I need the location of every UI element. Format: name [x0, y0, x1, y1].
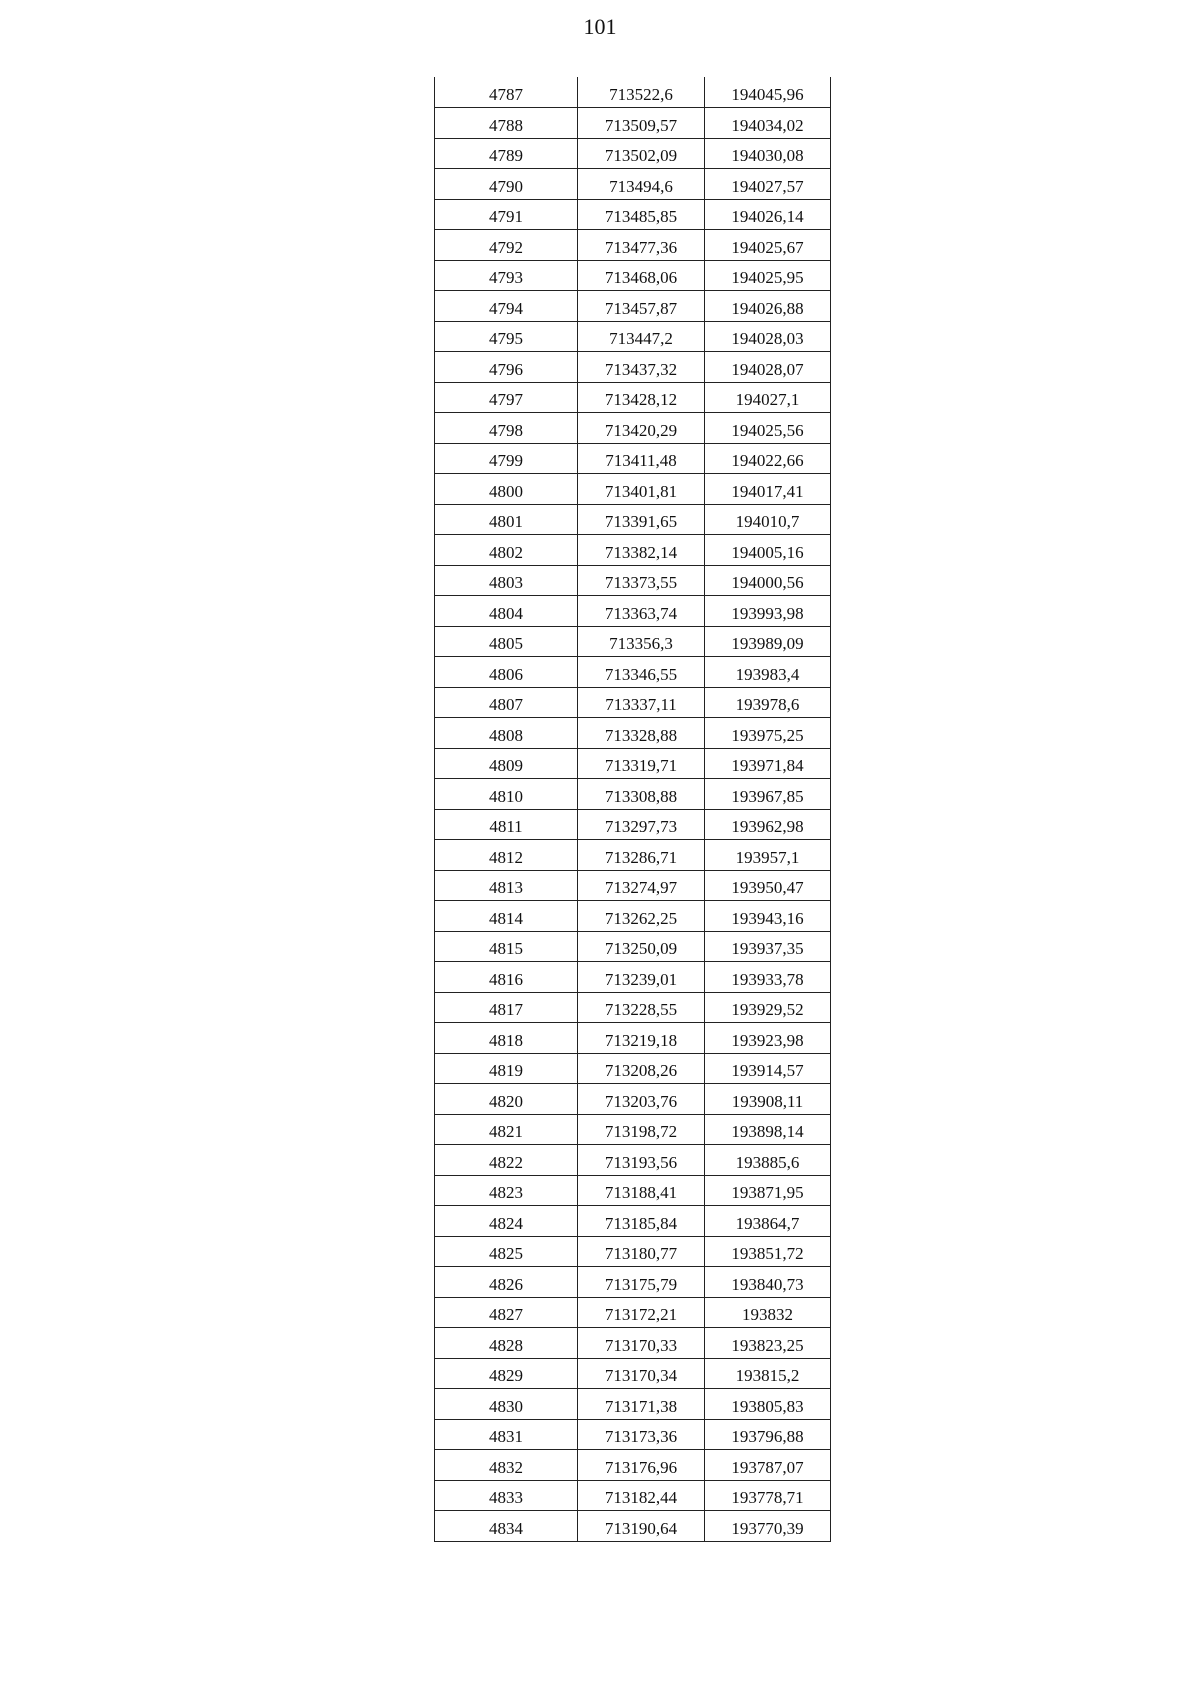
x-coordinate-cell: 713494,6 [578, 169, 705, 200]
y-coordinate-cell: 193967,85 [705, 779, 831, 810]
table-row [435, 931, 831, 962]
x-coordinate-cell: 713502,09 [578, 138, 705, 169]
x-coordinate-cell: 713319,71 [578, 748, 705, 779]
x-coordinate-cell: 713239,01 [578, 962, 705, 993]
y-coordinate-cell: 194034,02 [705, 108, 831, 139]
point-number-cell: 4816 [435, 962, 578, 993]
table-row [435, 657, 831, 688]
y-coordinate-cell: 193885,6 [705, 1145, 831, 1176]
table-row [435, 1419, 831, 1450]
x-coordinate-cell: 713228,55 [578, 992, 705, 1023]
table-row [435, 1145, 831, 1176]
table-row [435, 992, 831, 1023]
point-number-cell: 4811 [435, 809, 578, 840]
x-coordinate-cell: 713175,79 [578, 1267, 705, 1298]
table-row [435, 352, 831, 383]
x-coordinate-cell: 713420,29 [578, 413, 705, 444]
table-row [435, 1084, 831, 1115]
x-coordinate-cell: 713274,97 [578, 870, 705, 901]
table-row [435, 230, 831, 261]
y-coordinate-cell: 193832 [705, 1297, 831, 1328]
table-row [435, 291, 831, 322]
table-row [435, 77, 831, 108]
point-number-cell: 4817 [435, 992, 578, 1023]
x-coordinate-cell: 713337,11 [578, 687, 705, 718]
table-row [435, 382, 831, 413]
point-number-cell: 4788 [435, 108, 578, 139]
y-coordinate-cell: 193957,1 [705, 840, 831, 871]
x-coordinate-cell: 713297,73 [578, 809, 705, 840]
table-row [435, 565, 831, 596]
table-row [435, 108, 831, 139]
x-coordinate-cell: 713447,2 [578, 321, 705, 352]
table-row [435, 962, 831, 993]
point-number-cell: 4789 [435, 138, 578, 169]
y-coordinate-cell: 194028,03 [705, 321, 831, 352]
point-number-cell: 4791 [435, 199, 578, 230]
point-number-cell: 4833 [435, 1480, 578, 1511]
x-coordinate-cell: 713262,25 [578, 901, 705, 932]
y-coordinate-cell: 193962,98 [705, 809, 831, 840]
point-number-cell: 4796 [435, 352, 578, 383]
point-number-cell: 4813 [435, 870, 578, 901]
point-number-cell: 4793 [435, 260, 578, 291]
y-coordinate-cell: 194017,41 [705, 474, 831, 505]
point-number-cell: 4820 [435, 1084, 578, 1115]
y-coordinate-cell: 193971,84 [705, 748, 831, 779]
table-row [435, 870, 831, 901]
x-coordinate-cell: 713180,77 [578, 1236, 705, 1267]
table-row [435, 1480, 831, 1511]
coordinates-table-body [435, 77, 831, 1541]
table-row [435, 1114, 831, 1145]
table-row [435, 1267, 831, 1298]
table-row [435, 443, 831, 474]
point-number-cell: 4814 [435, 901, 578, 932]
x-coordinate-cell: 713356,3 [578, 626, 705, 657]
point-number-cell: 4822 [435, 1145, 578, 1176]
x-coordinate-cell: 713468,06 [578, 260, 705, 291]
table-row [435, 1175, 831, 1206]
point-number-cell: 4799 [435, 443, 578, 474]
y-coordinate-cell: 194026,88 [705, 291, 831, 322]
x-coordinate-cell: 713185,84 [578, 1206, 705, 1237]
table-row [435, 260, 831, 291]
point-number-cell: 4829 [435, 1358, 578, 1389]
x-coordinate-cell: 713173,36 [578, 1419, 705, 1450]
point-number-cell: 4802 [435, 535, 578, 566]
y-coordinate-cell: 193978,6 [705, 687, 831, 718]
y-coordinate-cell: 193864,7 [705, 1206, 831, 1237]
point-number-cell: 4809 [435, 748, 578, 779]
point-number-cell: 4830 [435, 1389, 578, 1420]
x-coordinate-cell: 713250,09 [578, 931, 705, 962]
point-number-cell: 4826 [435, 1267, 578, 1298]
y-coordinate-cell: 193923,98 [705, 1023, 831, 1054]
y-coordinate-cell: 193805,83 [705, 1389, 831, 1420]
y-coordinate-cell: 193823,25 [705, 1328, 831, 1359]
x-coordinate-cell: 713346,55 [578, 657, 705, 688]
table-row [435, 1206, 831, 1237]
y-coordinate-cell: 193914,57 [705, 1053, 831, 1084]
x-coordinate-cell: 713176,96 [578, 1450, 705, 1481]
table-row [435, 413, 831, 444]
y-coordinate-cell: 193898,14 [705, 1114, 831, 1145]
page-number: 101 [583, 14, 617, 39]
y-coordinate-cell: 193815,2 [705, 1358, 831, 1389]
y-coordinate-cell: 194028,07 [705, 352, 831, 383]
y-coordinate-cell: 194025,95 [705, 260, 831, 291]
y-coordinate-cell: 193943,16 [705, 901, 831, 932]
x-coordinate-cell: 713485,85 [578, 199, 705, 230]
point-number-cell: 4818 [435, 1023, 578, 1054]
x-coordinate-cell: 713208,26 [578, 1053, 705, 1084]
x-coordinate-cell: 713193,56 [578, 1145, 705, 1176]
y-coordinate-cell: 193908,11 [705, 1084, 831, 1115]
table-row [435, 901, 831, 932]
point-number-cell: 4827 [435, 1297, 578, 1328]
y-coordinate-cell: 193937,35 [705, 931, 831, 962]
table-row [435, 1389, 831, 1420]
x-coordinate-cell: 713373,55 [578, 565, 705, 596]
x-coordinate-cell: 713188,41 [578, 1175, 705, 1206]
y-coordinate-cell: 193983,4 [705, 657, 831, 688]
table-row [435, 199, 831, 230]
table-row [435, 1511, 831, 1542]
point-number-cell: 4810 [435, 779, 578, 810]
x-coordinate-cell: 713170,34 [578, 1358, 705, 1389]
y-coordinate-cell: 194030,08 [705, 138, 831, 169]
point-number-cell: 4806 [435, 657, 578, 688]
point-number-cell: 4825 [435, 1236, 578, 1267]
x-coordinate-cell: 713457,87 [578, 291, 705, 322]
y-coordinate-cell: 194022,66 [705, 443, 831, 474]
point-number-cell: 4807 [435, 687, 578, 718]
table-row [435, 840, 831, 871]
point-number-cell: 4819 [435, 1053, 578, 1084]
y-coordinate-cell: 194010,7 [705, 504, 831, 535]
table-row [435, 1328, 831, 1359]
table-row [435, 596, 831, 627]
point-number-cell: 4831 [435, 1419, 578, 1450]
x-coordinate-cell: 713308,88 [578, 779, 705, 810]
x-coordinate-cell: 713182,44 [578, 1480, 705, 1511]
table-row [435, 504, 831, 535]
x-coordinate-cell: 713363,74 [578, 596, 705, 627]
point-number-cell: 4794 [435, 291, 578, 322]
x-coordinate-cell: 713198,72 [578, 1114, 705, 1145]
point-number-cell: 4804 [435, 596, 578, 627]
table-row [435, 748, 831, 779]
x-coordinate-cell: 713382,14 [578, 535, 705, 566]
y-coordinate-cell: 193950,47 [705, 870, 831, 901]
x-coordinate-cell: 713391,65 [578, 504, 705, 535]
x-coordinate-cell: 713477,36 [578, 230, 705, 261]
table-row [435, 1358, 831, 1389]
x-coordinate-cell: 713522,6 [578, 77, 705, 108]
x-coordinate-cell: 713509,57 [578, 108, 705, 139]
table-row [435, 718, 831, 749]
x-coordinate-cell: 713219,18 [578, 1023, 705, 1054]
y-coordinate-cell: 193851,72 [705, 1236, 831, 1267]
y-coordinate-cell: 193796,88 [705, 1419, 831, 1450]
point-number-cell: 4797 [435, 382, 578, 413]
y-coordinate-cell: 193989,09 [705, 626, 831, 657]
x-coordinate-cell: 713170,33 [578, 1328, 705, 1359]
point-number-cell: 4824 [435, 1206, 578, 1237]
point-number-cell: 4815 [435, 931, 578, 962]
y-coordinate-cell: 193975,25 [705, 718, 831, 749]
x-coordinate-cell: 713411,48 [578, 443, 705, 474]
coordinates-table [434, 77, 831, 1542]
x-coordinate-cell: 713437,32 [578, 352, 705, 383]
y-coordinate-cell: 193778,71 [705, 1480, 831, 1511]
point-number-cell: 4800 [435, 474, 578, 505]
table-row [435, 1297, 831, 1328]
table-row [435, 474, 831, 505]
y-coordinate-cell: 193840,73 [705, 1267, 831, 1298]
point-number-cell: 4801 [435, 504, 578, 535]
y-coordinate-cell: 194027,1 [705, 382, 831, 413]
y-coordinate-cell: 194005,16 [705, 535, 831, 566]
y-coordinate-cell: 194027,57 [705, 169, 831, 200]
x-coordinate-cell: 713286,71 [578, 840, 705, 871]
point-number-cell: 4798 [435, 413, 578, 444]
table-row [435, 169, 831, 200]
x-coordinate-cell: 713171,38 [578, 1389, 705, 1420]
point-number-cell: 4823 [435, 1175, 578, 1206]
y-coordinate-cell: 194000,56 [705, 565, 831, 596]
x-coordinate-cell: 713203,76 [578, 1084, 705, 1115]
point-number-cell: 4803 [435, 565, 578, 596]
y-coordinate-cell: 194025,56 [705, 413, 831, 444]
point-number-cell: 4787 [435, 77, 578, 108]
x-coordinate-cell: 713172,21 [578, 1297, 705, 1328]
point-number-cell: 4828 [435, 1328, 578, 1359]
table-row [435, 1053, 831, 1084]
point-number-cell: 4805 [435, 626, 578, 657]
y-coordinate-cell: 194025,67 [705, 230, 831, 261]
table-row [435, 687, 831, 718]
y-coordinate-cell: 194026,14 [705, 199, 831, 230]
table-row [435, 626, 831, 657]
y-coordinate-cell: 193933,78 [705, 962, 831, 993]
y-coordinate-cell: 194045,96 [705, 77, 831, 108]
point-number-cell: 4790 [435, 169, 578, 200]
table-row [435, 779, 831, 810]
point-number-cell: 4834 [435, 1511, 578, 1542]
y-coordinate-cell: 193787,07 [705, 1450, 831, 1481]
point-number-cell: 4795 [435, 321, 578, 352]
point-number-cell: 4812 [435, 840, 578, 871]
x-coordinate-cell: 713328,88 [578, 718, 705, 749]
table-row [435, 138, 831, 169]
y-coordinate-cell: 193929,52 [705, 992, 831, 1023]
point-number-cell: 4792 [435, 230, 578, 261]
y-coordinate-cell: 193871,95 [705, 1175, 831, 1206]
point-number-cell: 4808 [435, 718, 578, 749]
table-row [435, 1450, 831, 1481]
y-coordinate-cell: 193770,39 [705, 1511, 831, 1542]
table-row [435, 321, 831, 352]
table-row [435, 809, 831, 840]
table-row [435, 535, 831, 566]
x-coordinate-cell: 713401,81 [578, 474, 705, 505]
point-number-cell: 4821 [435, 1114, 578, 1145]
point-number-cell: 4832 [435, 1450, 578, 1481]
table-row [435, 1023, 831, 1054]
y-coordinate-cell: 193993,98 [705, 596, 831, 627]
x-coordinate-cell: 713190,64 [578, 1511, 705, 1542]
x-coordinate-cell: 713428,12 [578, 382, 705, 413]
table-row [435, 1236, 831, 1267]
